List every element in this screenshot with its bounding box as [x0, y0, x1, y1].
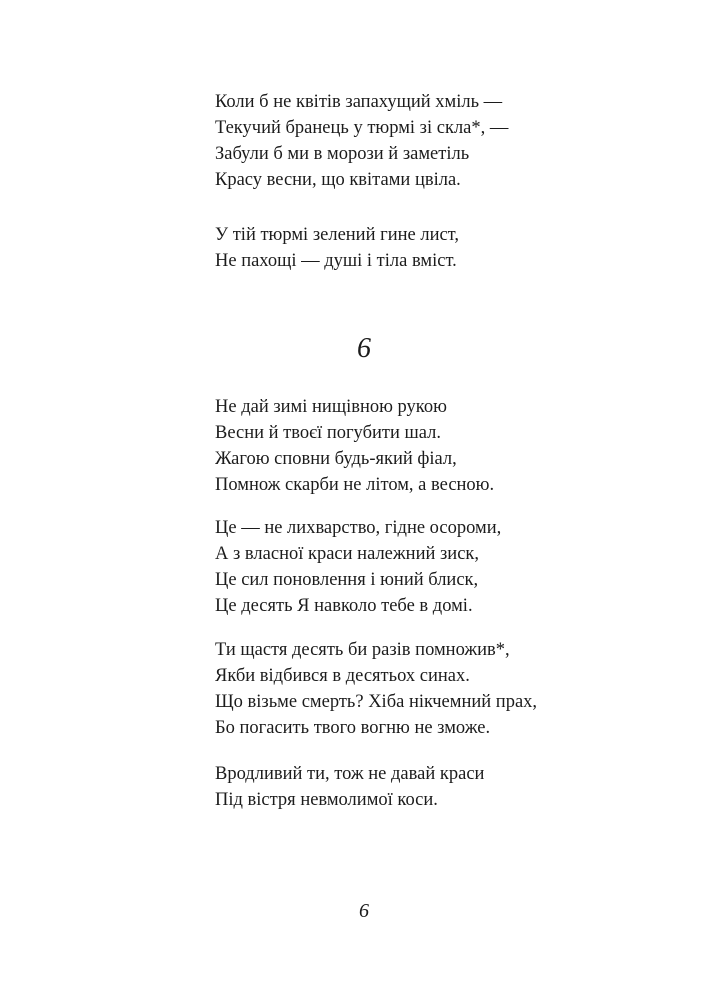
- poem-line: А з власної краси належний зиск,: [215, 544, 480, 564]
- poem-line: Це — не лихварство, гідне осороми,: [215, 518, 502, 538]
- poem-line: Весни й твоєї погубити шал.: [215, 423, 441, 443]
- previous-sonnet-couplet: [215, 222, 459, 274]
- poem-line: Вродливий ти, тож не давай краси: [215, 764, 485, 784]
- poem-line: Що візьме смерть? Хіба нікчемний прах,: [215, 692, 538, 712]
- sonnet-couplet: [215, 761, 484, 813]
- poem-line: Ти щастя десять би разів помножив*,: [215, 640, 510, 660]
- poem-line: Красу весни, що квітами цвіла.: [215, 170, 461, 190]
- poem-line: Забули б ми в морози й заметіль: [215, 144, 470, 164]
- sonnet-number-heading: 6: [357, 333, 371, 364]
- poem-line: Помнож скарби не літом, а весною.: [215, 475, 495, 495]
- poem-line: Не пахощі — душі і тіла вміст.: [215, 251, 457, 271]
- sonnet-quatrain-2: [215, 515, 501, 619]
- poem-line: Бо погасить твого вогню не зможе.: [215, 718, 491, 738]
- sonnet-quatrain-3: [215, 637, 537, 741]
- page-number: 6: [359, 900, 369, 922]
- poem-line: Якби відбився в десятьох синах.: [215, 666, 470, 686]
- poem-line: Не дай зимі нищівною рукою: [215, 397, 447, 417]
- poem-line: Це сил поновлення і юний блиск,: [215, 570, 479, 590]
- poem-line: Це десять Я навколо тебе в домі.: [215, 596, 473, 616]
- previous-sonnet-stanza: [215, 89, 508, 193]
- poem-line: Текучий бранець у тюрмі зі скла*, —: [215, 118, 509, 138]
- poem-line: Під вістря невмолимої коси.: [215, 790, 438, 810]
- poem-line: У тій тюрмі зелений гине лист,: [215, 225, 459, 245]
- poem-line: Коли б не квітів запахущий хміль —: [215, 92, 503, 112]
- poem-line: Жагою сповни будь-який фіал,: [215, 449, 457, 469]
- sonnet-quatrain-1: [215, 394, 494, 498]
